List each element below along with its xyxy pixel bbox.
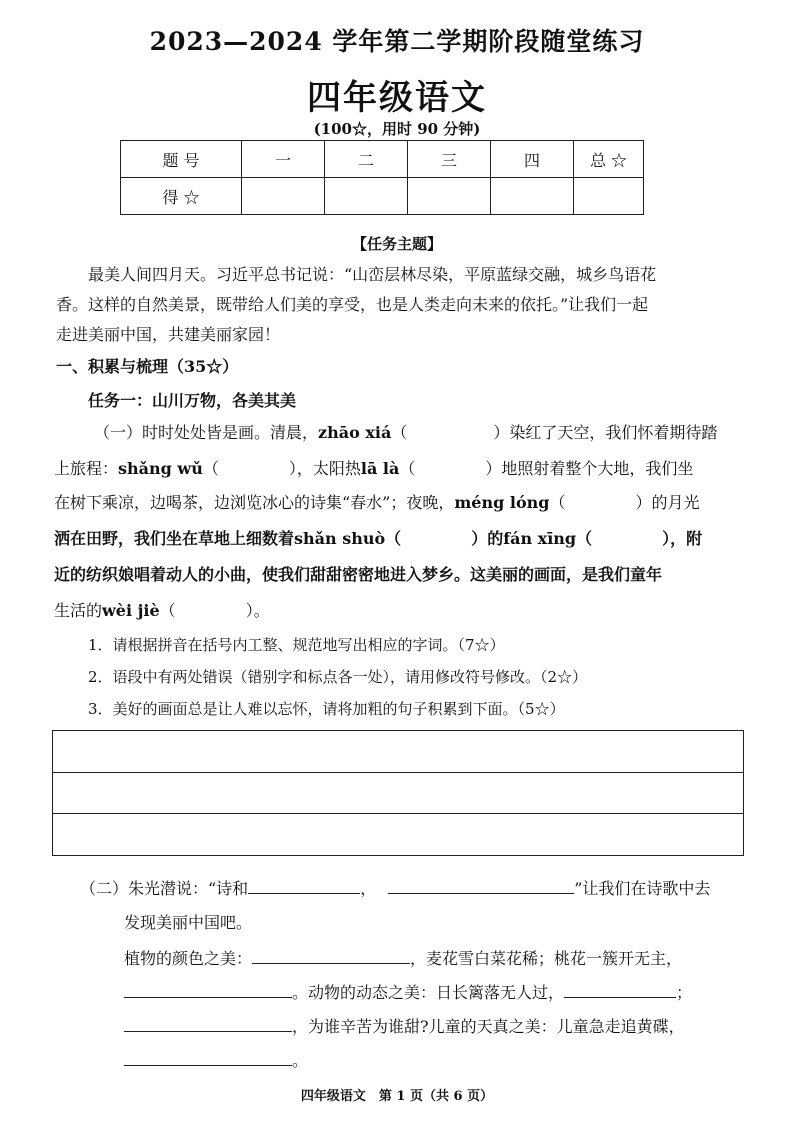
score-blank-cell[interactable] — [408, 178, 491, 215]
score-cell: 二 — [325, 141, 408, 178]
section-heading: 一、积累与梳理（35☆） — [56, 357, 239, 376]
question-1: 1．请根据拼音在括号内工整、规范地写出相应的字词。（7☆） — [88, 636, 505, 654]
exam-meta: (100☆，用时 90 分钟) — [313, 120, 481, 138]
score-cell: 一 — [242, 141, 325, 178]
score-cell: 三 — [408, 141, 491, 178]
fill-blank[interactable] — [248, 877, 360, 894]
score-table-header-row — [121, 141, 644, 178]
passage-line: 生活的wèi jiè（ ）。 — [54, 601, 270, 620]
theme-line: 香。这样的自然美景，既带给人们美的享受，也是人类走向未来的依托。”让我们一起 — [56, 295, 649, 314]
answer-writing-box[interactable] — [52, 730, 744, 856]
score-blank-cell[interactable] — [325, 178, 408, 215]
score-blank-cell[interactable] — [242, 178, 325, 215]
poem-line: 。 — [124, 1048, 308, 1071]
pinyin: méng lóng — [454, 493, 550, 512]
score-blank-cell[interactable] — [574, 178, 644, 215]
poem-line: 发现美丽中国吧。 — [124, 913, 253, 932]
poem-line: 。动物的动态之美：日长篱落无人过， ； — [124, 980, 692, 1003]
passage-line: 在树下乘凉，边喝茶，边浏览冰心的诗集“春水”；夜晚，méng lóng（ ）的月光 — [54, 493, 700, 512]
writing-line — [53, 772, 743, 773]
pinyin: fán xīng — [503, 529, 577, 548]
fill-blank[interactable] — [564, 981, 676, 998]
pinyin: lā là — [360, 459, 400, 478]
theme-line: 最美人间四月天。习近平总书记说：“山峦层林尽染，平原蓝绿交融，城乡鸟语花 — [88, 265, 657, 284]
pinyin: wèi jiè — [102, 601, 160, 620]
theme-line: 走进美丽中国，共建美丽家园！ — [56, 325, 281, 344]
passage-line-bold: 洒在田野，我们坐在草地上细数着shǎn shuò（ ）的fán xīng（ ），附 — [54, 529, 703, 548]
fill-blank[interactable] — [124, 1049, 292, 1066]
page-footer: 四年级语文 第 1 页（共 6 页） — [300, 1089, 494, 1104]
passage-line: 近的纺织娘唱着动人的小曲，使我们甜甜密密地进入梦乡。这美丽的画面，是我们童年 — [54, 565, 663, 584]
score-table — [120, 140, 644, 215]
fill-blank[interactable] — [124, 1015, 292, 1032]
exam-title: 2023—2024 学年第二学期阶段随堂练习 — [149, 27, 645, 56]
poem-line: 植物的颜色之美： ，麦花雪白菜花稀；桃花一簇开无主， — [124, 949, 683, 968]
score-cell: 总 ☆ — [574, 141, 644, 178]
passage-line: （一）时时处处皆是画。清晨，zhāo xiá（ ）染红了天空，我们怀着期待踏 — [94, 423, 718, 442]
passage-line: 上旅程：shǎng wǔ（ ），太阳热lā là（ ）地照射着整个大地，我们坐 — [54, 459, 694, 478]
fill-blank[interactable] — [124, 981, 292, 998]
score-blank-cell[interactable] — [491, 178, 574, 215]
poem-line: ，为谁辛苦为谁甜?儿童的天真之美：儿童急走追黄碟， — [124, 1014, 685, 1037]
poem-line: （二）朱光潜说：“诗和 ， ”让我们在诗歌中去 — [80, 879, 711, 898]
pinyin: shǎn shuò — [294, 529, 386, 548]
writing-line — [53, 813, 743, 814]
fill-blank[interactable] — [252, 947, 410, 964]
subject-title: 四年级语文 — [307, 78, 487, 118]
score-cell: 四 — [491, 141, 574, 178]
question-2: 2．语段中有两处错误（错别字和标点各一处），请用修改符号修改。（2☆） — [88, 668, 588, 686]
score-cell: 得 ☆ — [121, 178, 242, 215]
pinyin: zhāo xiá — [318, 423, 392, 442]
fill-blank[interactable] — [388, 877, 574, 894]
theme-heading: 【任务主题】 — [351, 235, 442, 253]
question-3: 3．美好的画面总是让人难以忘怀，请将加粗的句子积累到下面。（5☆） — [88, 700, 565, 718]
task-heading: 任务一：山川万物，各美其美 — [88, 391, 297, 410]
pinyin: shǎng wǔ — [118, 459, 203, 478]
score-cell: 题 号 — [121, 141, 242, 178]
score-table-score-row — [121, 178, 644, 215]
